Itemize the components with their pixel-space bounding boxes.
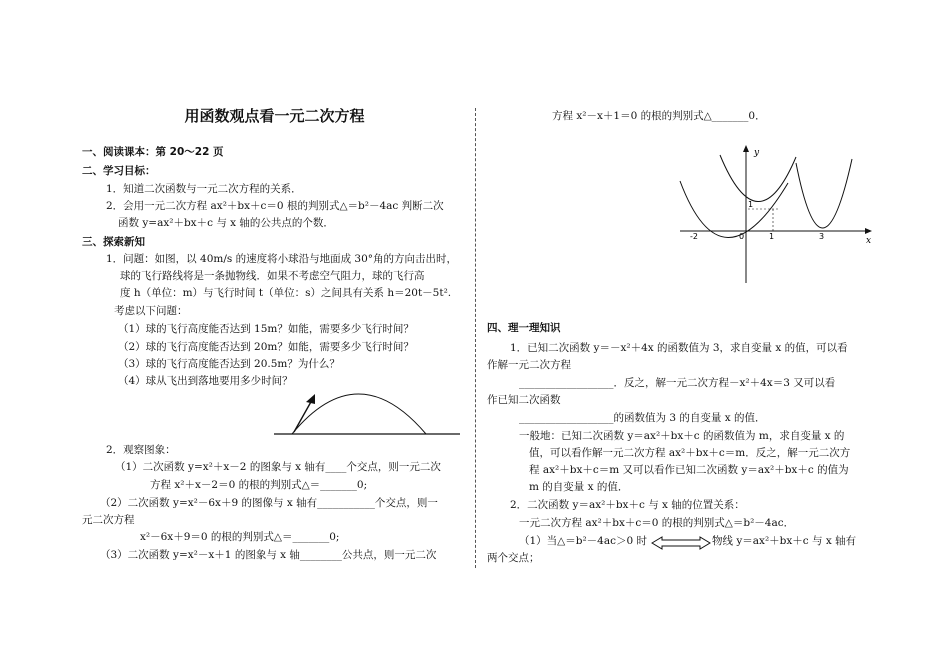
problem-1c: 度 h（单位：m）与飞行时间 t（单位：s）之间具有关系 h＝20t－5t². (120, 287, 452, 299)
y-axis-arrow-icon (743, 145, 749, 152)
y-axis-label: y (754, 148, 760, 158)
question-4: （4）球从飞出到落地要用多少时间？ (118, 375, 293, 387)
tick-neg2: -2 (690, 232, 698, 241)
observe-2b: 元二次方程 (82, 514, 135, 526)
arrow-head-icon (306, 394, 315, 404)
summary-1a: 1．已知二次函数 y＝－x²＋4x 的函数值为 3，求自变量 x 的值，可以看 (510, 342, 848, 354)
general-b: 值，可以看作解一元二次方程 ax²＋bx＋c＝m．反之，解一元二次方 (529, 447, 851, 459)
goal-2b: 函数 y=ax²＋bx＋c 与 x 轴的公共点的个数． (118, 217, 334, 229)
x-axis-arrow-icon (865, 228, 872, 234)
summary-1e: __________________的函数值为 3 的自变量 x 的值． (519, 412, 766, 424)
observe-label: 2．观察图象： (106, 444, 176, 456)
trajectory-figure (268, 384, 468, 440)
section-goals: 二、学习目标： (82, 165, 156, 177)
observe-2c: x²－6x＋9＝0 的根的判别式△＝_______0; (140, 531, 340, 543)
summary-1d: 作已知二次函数 (487, 394, 561, 406)
page-title: 用函数观点看一元二次方程 (184, 107, 365, 125)
double-arrow-icon (650, 535, 712, 551)
summary-2c-tail: 物线 y＝ax²＋bx＋c 与 x 轴有 (712, 535, 857, 547)
question-2: （2）球的飞行高度能否达到 20m？如能，需要多少飞行时间？ (118, 341, 414, 353)
parabola-2 (720, 155, 796, 202)
summary-2c: （1）当△＝b²－4ac＞0 时 (519, 535, 648, 547)
discriminant-line: 方程 x²－x＋1＝0 的根的判别式△_______0． (552, 110, 766, 122)
observe-1a: （1）二次函数 y=x²＋x－2 的图象与 x 轴有____个交点，则一元二次 (115, 461, 441, 473)
consider-label: 考虑以下问题： (114, 305, 188, 317)
observe-1b: 方程 x²＋x－2＝0 的根的判别式△＝_______0; (150, 479, 368, 491)
summary-1c: __________________．反之，解一元二次方程－x²＋4x＝3 又可以看 (519, 377, 836, 389)
section-explore: 三、探索新知 (82, 236, 145, 248)
tick-0: 0 (739, 232, 745, 241)
observe-2a: （2）二次函数 y=x²－6x＋9 的图像与 x 轴有___________个交点，则一 (100, 497, 438, 509)
tick-1: 1 (769, 232, 775, 241)
question-3: （3）球的飞行高度能否达到 20.5m？为什么？ (118, 358, 340, 370)
tick-3: 3 (819, 232, 825, 241)
general-a: 一般地：已知二次函数 y＝ax²＋bx＋c 的函数值为 m，求自变量 x 的 (519, 430, 845, 442)
column-divider (475, 108, 476, 568)
parabola-graph (676, 143, 876, 288)
problem-1a: 1．问题：如图，以 40m/s 的速度将小球沿与地面成 30°角的方向击出时， (106, 253, 458, 265)
x-axis-label: x (866, 236, 872, 246)
parabola-1 (680, 181, 788, 238)
tick-y1: 1 (748, 200, 754, 209)
summary-2b: 一元二次方程 ax²＋bx＋c＝0 的根的判别式△＝b²－4ac． (519, 517, 795, 529)
general-c: 程 ax²＋bx＋c＝m 又可以看作已知二次函数 y＝ax²＋bx＋c 的值为 (529, 464, 849, 476)
general-d: m 的自变量 x 的值． (529, 481, 629, 493)
goal-1: 1．知道二次函数与一元二次方程的关系． (106, 183, 302, 195)
question-1: （1）球的飞行高度能否达到 15m？如能，需要多少飞行时间？ (118, 323, 414, 335)
summary-1b: 作解一元二次方程 (487, 359, 571, 371)
parabola-3 (796, 159, 852, 228)
problem-1b: 球的飞行路线将是一条抛物线．如果不考虑空气阻力，球的飞行高 (120, 270, 425, 282)
observe-3a: （3）二次函数 y=x²－x＋1 的图象与 x 轴________公共点，则一元二次 (100, 549, 437, 561)
summary-2d: 两个交点； (487, 552, 540, 564)
summary-2: 2．二次函数 y＝ax²＋bx＋c 与 x 轴的位置关系： (510, 499, 745, 511)
goal-2a: 2．会用一元二次方程 ax²＋bx＋c＝0 根的判别式△＝b²－4ac 判断二次 (106, 200, 444, 212)
section-summary: 四、理一理知识 (487, 322, 561, 334)
section-reading: 一、阅读课本：第 20～22 页 (82, 146, 224, 158)
